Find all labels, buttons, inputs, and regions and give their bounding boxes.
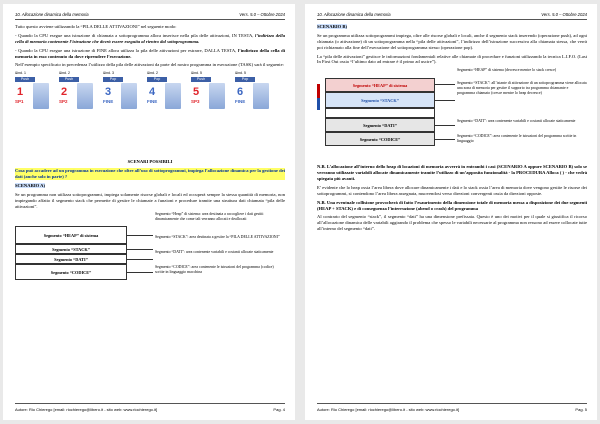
codice-note: Segmento “CODICE”: area contenente le istruzioni del programma (codice) scritte in linguaggio macchina [155,265,274,275]
diagram-address: &ind. 1 [15,71,26,76]
page-header [15,9,285,20]
question: Cosa può accadere ad un programma in esecuzione che oltre all’uso di sottoprogrammi, impiega l’allocazione dinamica per la gestione dei dati (anche solo in parte) ? [15,168,285,179]
stack-box-icon [77,83,93,109]
diagram-operation: Push [15,77,35,82]
diagram-step-label: SP2 [59,99,68,105]
diagram-step-number: 5 [193,86,200,99]
dati-note: Segmento “DATI”: area contenente variabili e costanti allocate staticamente [155,250,274,255]
diagram-address: &ind. 5 [235,71,246,76]
diagram-step-number: 3 [105,86,112,99]
nb-paragraph-1: N.B. L’allocazione all’interno dello heap di locazioni di memoria avverrà in entrambi i casi (SCENARIO A oppure SCENARIO B) solo se verranno utilizzate variabili allocate dinamicamente tramite l’utilizzo di un’apposita funzionalità - la PROCEDURA Alloca ( ) - che vedrà spiegata più avanti. [317,164,587,181]
pila-paragraph: La “pila delle attivazioni” gestisce le informazioni fondamentali relative alle chiamate di procedure e funzioni utilizzando la tecnica L.I.F.O. (Last In First Out ossia “l’ultimo dato ad entrare è il primo ad uscire”). [317,53,587,65]
diagram-address: &ind. 2 [147,71,158,76]
diagram-step-number: 4 [149,86,156,99]
diagram-operation: Pop [147,77,167,82]
diagram-operation: Pop [103,77,123,82]
stack-arrow-icon [317,98,320,110]
diagram-operation: Push [59,77,79,82]
page-footer [317,403,587,412]
header-version: Vers. 5.0 – Ottobre 2024 [541,12,587,17]
dati-note: Segmento “DATI”: area contenente variabili e costanti allocate staticamente [457,119,576,124]
stack-box-icon [33,83,49,109]
codice-note: Segmento “CODICE”: area contenente le istruzioni del programma scritte in linguaggio [457,134,577,143]
scenario-a-title: SCENARIO A) [15,182,45,188]
contrario-paragraph: Al contrario del segmento “stack”, il segmento “dati” ha una dimensione prefissata. Questo è uno dei motivi per il quale si giustifica il ricorso all’allocazione dinamica delle variabili aggirando il problema che spesso le variabili necessarie al programma non ressono ad essere collocate tutte all’interno del segmento “dati”. [317,214,587,232]
page-header [317,9,587,20]
diagram-step-label: FINE [235,99,246,105]
scenario-b-title: SCENARIO B) [317,24,347,29]
heap-segment: Segmento “HEAP” di sistema [325,78,435,92]
heap-segment: Segmento “HEAP” di sistema [15,226,127,244]
page-number: Pag. 5 [575,407,587,412]
heap-arrow-icon [317,84,320,98]
stack-segment: Segmento “STACK” [325,92,435,108]
footer-author: Autore: Rio Chierego [email: riochierego@libero.it - sito web: www.riochierego.it] [15,407,158,412]
memory-segments-a [15,212,285,304]
stack-box-icon [165,83,181,109]
stack-box-icon [253,83,269,109]
bullet-call: - Quando la CPU esegue una istruzione di chiamata a sottoprogramma allora inserisce nella pila delle attivazioni, IN TESTA, l’indirizzo della cella di memoria contenente l’istruzione che dovrà essere eseguita al rientro dal sottoprogramma. [15,32,285,44]
diagram-address: &ind. 3 [103,71,114,76]
heap-note: Segmento “HEAP” di sistema (decresce mentre lo stack cresce) [457,68,557,73]
header-title: 10. Allocazione dinamica della memoria [317,12,391,17]
page-4 [3,4,295,420]
diagram-operation: Pop [235,77,255,82]
diagram-address: &ind. 5 [191,71,202,76]
header-version: Vers. 5.0 – Ottobre 2024 [239,12,285,17]
stack-note: Segmento “STACK”: all’istante di attivazione di un sottoprogramma viene allocata una zona di memoria per gestire il supporto tra programma chiamante e programma chiamato (cresce mentre lo heap decresce) [457,81,587,95]
diagram-operation: Push [191,77,211,82]
diagram-step-label: SP3 [191,99,200,105]
header-title: 10. Allocazione dinamica della memoria [15,12,89,17]
scenario-a-text: Se un programma non utilizza sottoprogrammi, impiega solamente risorse globali e locali ed occuperà sempre la stessa quantità di memoria, non impiegando affatto il segmento stack che permette di gestire le chiamate a funzioni e procedure tramite una struttura dati chiamata “pila delle attivazioni”. [15,191,285,209]
free-area [325,108,435,118]
activation-stack-diagram [15,71,285,155]
footer-author: Autore: Rio Chierego [email: riochierego@libero.it - sito web: www.riochierego.it] [317,407,460,412]
codice-segment: Segmento “CODICE” [325,132,435,146]
dati-segment: Segmento “DATI” [325,118,435,132]
memory-segments-b [317,68,587,164]
diagram-step-number: 1 [17,86,24,99]
page-footer [15,403,285,412]
stack-box-icon [121,83,137,109]
intro-paragraph: Tutto questo avviene utilizzando la “PILA DELLE ATTIVAZIONI” nel seguente modo: [15,24,177,29]
page-5 [305,4,597,420]
diagram-address: &ind. 2 [59,71,70,76]
nb-paragraph-2: N.B. Una eventuale collisione provocherà di fatto l’esaurimento della dimensione totale di memoria messa a disposizione dei due segmenti (HEAP + STACK) e di conseguenza l’interruzione (abend o crash) del programma [317,199,587,211]
diagram-step-label: FINE [103,99,114,105]
scenari-title: SCENARI POSSIBILI [127,159,173,165]
evidente-paragraph: E’ evidente che lo heap ossia l’area libera dove allocare dinamicamente i dati e lo stack ossia l’area di memoria dove vengono gestite le risorse dei sottoprogrammi, si contendono l’area libera assegnata, muovendosi verso direzioni convergenti ossia da direzioni opposte. [317,184,587,196]
diagram-step-label: FINE [147,99,158,105]
diagram-step-label: SP1 [15,99,24,105]
page-number: Pag. 4 [273,407,285,412]
bullet-fine: - Quando la CPU esegue una istruzione di FINE allora utilizza la pila delle attivazioni per estrarre, DALLA TESTA, l’indirizzo della cella di memoria in esso contenuto da dove riprendere l’esecuzione. [15,47,285,59]
diagram-step-number: 2 [61,86,68,99]
scenario-b-text: Se un programma utilizza sottoprogrammi impiega, oltre alle risorse globali e locali, anche il segmento stack inserendo (operazione push), ad ogni chiamata (o attivazione) di un sottoprogramma nella “pila delle attivazioni”, l’indirizzo dell’istruzione successiva alla chiamata stessa, che verrà poi richiamato alla fine dell’esecuzione del sottoprogramma stesso (operazione pop). [317,32,587,50]
example-paragraph: Nell’esempio specificato in precedenza l’utilizzo della pila delle attivazioni da parte del nostro programma in esecuzione (TASK) sarà il seguente: [15,62,284,68]
stack-segment: Segmento “STACK” [15,244,127,254]
stack-note: Segmento “STACK”: area destinata a gestire la “PILA DELLE ATTIVAZIONI” [155,235,280,240]
heap-note: Segmento “Heap” di sistema: area destinata a raccogliere i dati gestiti dinamicamente che come tali verranno allocati e deallocati [155,212,264,222]
diagram-step-number: 6 [237,86,244,99]
codice-segment: Segmento “CODICE” [15,264,127,280]
dati-segment: Segmento “DATI” [15,254,127,264]
stack-box-icon [209,83,225,109]
